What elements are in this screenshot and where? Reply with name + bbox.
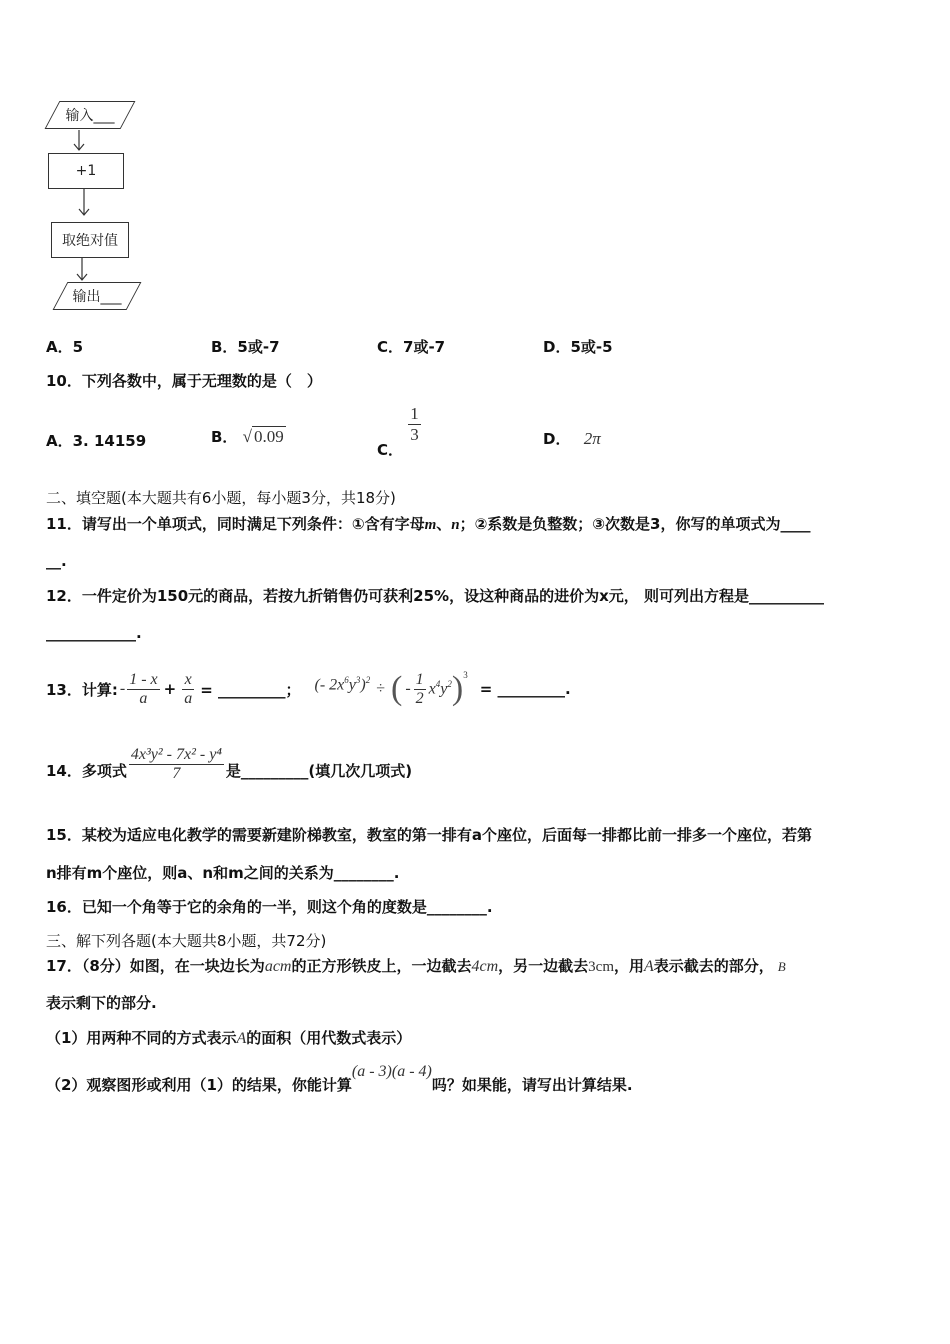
q17-acm: acm <box>264 958 292 975</box>
flowchart-output-box <box>60 282 134 310</box>
q14-den: 7 <box>172 764 181 782</box>
q17-text-a: 17．（8分）如图，在一块边长为 <box>46 957 265 975</box>
section-3-heading: 三、解下列各题(本大题共8小题，共72分) <box>46 932 327 950</box>
q13-expr2-c: ) <box>360 676 366 694</box>
q12-line-1: 12．一件定价为150元的商品，若按九折销售仍可获利25%，设这种商品的进价为x元， 则可列出方程是__________ <box>46 587 824 605</box>
q15-line-1: 15．某校为适应电化教学的需要新建阶梯教室，教室的第一排有a个座位，后面每一排都比前一排多一个座位，若第 <box>46 826 813 844</box>
q17-part-2 <box>46 1060 633 1094</box>
q13-f2-num: x <box>184 670 192 688</box>
q13-expr2-a: (- 2x <box>314 676 345 694</box>
flowchart-input-text: 输入___ <box>65 108 115 124</box>
q13-equals-2: = _________. <box>479 680 571 698</box>
q13-minus-2: - <box>405 680 411 697</box>
q13-fraction-1 <box>127 671 159 708</box>
q13-y: y <box>440 680 448 698</box>
q9-option-d: D．5或-5 <box>543 338 613 356</box>
q13-fraction-3 <box>414 671 426 708</box>
q13-expr2-b: y <box>348 676 356 694</box>
q10-sqrt-value: 0.09 <box>254 427 284 446</box>
q17-text-e: 表示截去的部分， <box>653 957 774 975</box>
q10-option-b-label: B． <box>211 428 238 446</box>
q17-text-d: ，用 <box>613 957 644 975</box>
q13-exp2b: 2 <box>447 679 452 690</box>
q13-f3-num: 1 <box>415 670 424 688</box>
q13-exp2: 2 <box>365 675 371 686</box>
q17-p1-A: A <box>236 1030 247 1047</box>
q13-equals-1: = _________； <box>200 680 301 699</box>
q13-exp3: 3 <box>355 675 361 686</box>
q17-p2-text-b: 吗？如果能，请写出计算结果. <box>431 1076 633 1094</box>
q10-stem: 10．下列各数中，属于无理数的是（ ） <box>46 372 322 390</box>
q13-f2-den: a <box>184 689 193 707</box>
q10-fraction <box>408 404 421 445</box>
q14 <box>46 740 412 788</box>
q13-f1-den: a <box>139 689 148 707</box>
q11-m: m <box>424 517 437 533</box>
q17-p1-text-a: （1）用两种不同的方式表示 <box>46 1029 237 1047</box>
q10-option-d-value: 2π <box>583 429 601 448</box>
q14-label: 14．多项式 <box>46 761 127 780</box>
q11-line-2: __. <box>46 552 67 570</box>
flowchart-arrow-3 <box>75 258 89 282</box>
q13-expr2 <box>315 675 371 694</box>
q13-f1-num: 1 - x <box>129 670 158 688</box>
q11-line-1 <box>46 513 810 534</box>
q17-line-2: 表示剩下的部分. <box>46 994 157 1012</box>
q10-frac-den: 3 <box>410 425 419 444</box>
flowchart-abs-text: 取绝对值 <box>62 233 118 249</box>
q11-n: n <box>451 517 460 533</box>
q17-line-1 <box>46 955 786 976</box>
q17-p2-text-a: （2）观察图形或利用（1）的结果，你能计算 <box>46 1076 352 1094</box>
q10-sqrt: √ 0.09 <box>242 427 284 446</box>
flowchart-arrow-1 <box>72 130 86 152</box>
q11-text-b: ；②系数是负整数；③次数是3，你写的单项式为____ <box>459 515 811 533</box>
q10-option-d <box>543 428 601 449</box>
q17-part-1 <box>46 1027 411 1048</box>
q10-option-a: A．3. 14159 <box>46 432 147 450</box>
flowchart-output-text: 输出___ <box>72 289 122 305</box>
q17-B: B <box>777 959 786 974</box>
q15-line-2: n排有m个座位，则a、n和m之间的关系为________. <box>46 864 400 882</box>
q17-p1-text-b: 的面积（用代数式表示） <box>246 1029 412 1047</box>
q13-f3-den: 2 <box>415 689 424 707</box>
q17-3cm: 3cm <box>588 959 614 975</box>
q17-text-c: ，另一边截去 <box>498 957 589 975</box>
q13-exp4: 4 <box>435 679 441 690</box>
q13-fraction-2 <box>182 671 194 708</box>
q11-text-a: 11．请写出一个单项式，同时满足下列条件：①含有字母 <box>46 515 425 533</box>
q11-sep: 、 <box>436 515 452 533</box>
flowchart-arrow-2 <box>77 189 91 217</box>
q13-paren-open: ( <box>391 670 403 707</box>
q17-A: A <box>644 958 654 975</box>
q17-4cm: 4cm <box>471 958 499 975</box>
q13 <box>46 664 571 714</box>
q13-exp6: 6 <box>344 675 349 686</box>
section-2-heading: 二、填空题(本大题共有6小题，每小题3分，共18分) <box>46 489 396 507</box>
q14-num: 4x³y² - 7x² - y⁴ <box>130 745 222 763</box>
q13-x: x <box>428 680 436 698</box>
q9-option-a: A．5 <box>46 338 84 356</box>
q13-plus: + <box>163 680 177 698</box>
q13-label: 13．计算: <box>46 680 118 699</box>
q10-option-d-label: D． <box>543 430 571 448</box>
q9-option-b: B．5或-7 <box>211 338 280 356</box>
q13-paren-close: ) <box>451 670 464 707</box>
q13-div: ÷ <box>376 680 385 697</box>
q10-frac-num: 1 <box>410 404 419 423</box>
q10-option-c-label: C． <box>377 441 404 459</box>
q12-line-2: ____________. <box>46 624 142 642</box>
q13-exp3b: 3 <box>463 670 468 680</box>
q13-x4y2 <box>429 679 452 698</box>
flowchart-plus-one-box <box>48 153 124 189</box>
q10-option-c <box>377 404 421 459</box>
flowchart-input-box <box>52 101 128 129</box>
q17-text-b: 的正方形铁皮上，一边截去 <box>291 957 472 975</box>
flowchart-plus-one-text: +1 <box>75 163 97 179</box>
flowchart-abs-box <box>51 222 129 258</box>
q14-tail: 是_________(填几次几项式) <box>225 761 413 780</box>
q17-p2-expr: (a - 3)(a - 4) <box>351 1063 432 1080</box>
q10-option-b <box>211 426 286 447</box>
q16: 16．已知一个角等于它的余角的一半，则这个角的度数是________. <box>46 898 493 916</box>
q9-option-c: C．7或-7 <box>377 338 446 356</box>
q14-fraction <box>129 746 224 783</box>
q13-minus: - <box>119 680 126 697</box>
